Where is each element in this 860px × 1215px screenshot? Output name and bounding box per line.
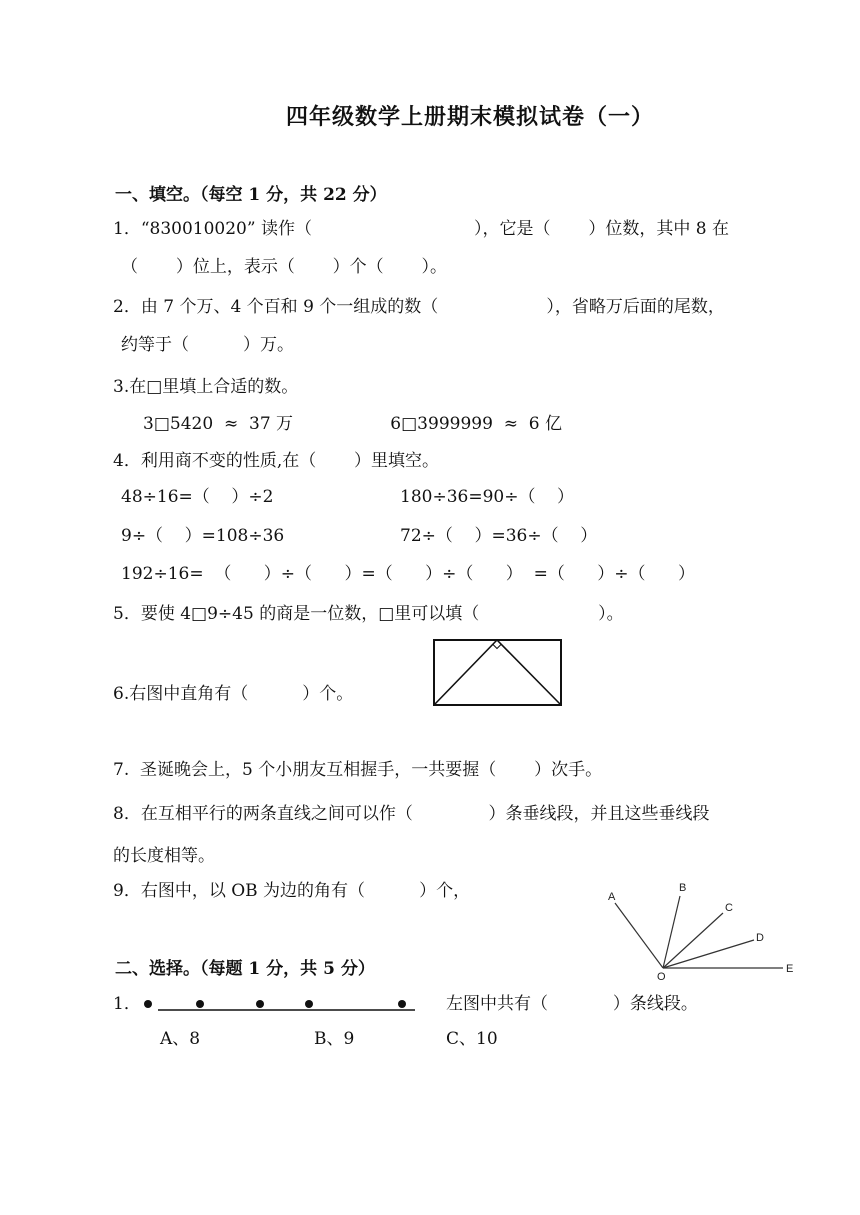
q3-line2: 3□5420 ≈ 37 万 6□3999999 ≈ 6 亿 <box>143 414 562 434</box>
q5-text: 5．要使 4□9÷45 的商是一位数，□里可以填（ ）。 <box>113 604 624 624</box>
q7-text: 7. 圣诞晚会上，5 个小朋友互相握手，一共要握（ ）次手。 <box>113 760 603 780</box>
angle-rays-figure <box>600 880 810 983</box>
label-d: D <box>756 932 764 944</box>
s2-q1-option-b: B、9 <box>314 1029 355 1049</box>
q4-line1: 4．利用商不变的性质,在（ ）里填空。 <box>113 451 440 471</box>
s2-q1-option-c: C、10 <box>446 1029 498 1049</box>
q4-row1-right: 180÷36=90÷（ ） <box>400 487 575 507</box>
label-o: O <box>657 971 666 983</box>
q9-text: 9．右图中，以 OB 为边的角有（ ）个， <box>113 881 471 901</box>
s2-q1-text: 左图中共有（ ）条线段。 <box>446 994 698 1014</box>
q4-row1-left: 48÷16=（ ）÷2 <box>121 487 274 507</box>
label-e: E <box>786 963 794 975</box>
rectangle-triangle-figure <box>433 638 563 708</box>
page-title: 四年级数学上册期末模拟试卷（一） <box>286 104 655 130</box>
q6-text: 6.右图中直角有（ ）个。 <box>113 684 354 704</box>
q8-line2: 的长度相等。 <box>113 846 215 866</box>
q1-line1: 1．“830010020” 读作（ ），它是（ ）位数，其中 8 在 <box>113 219 730 239</box>
label-c: C <box>725 902 733 914</box>
label-b: B <box>679 882 687 894</box>
s2-q1-option-a: A、8 <box>160 1029 201 1049</box>
q1-line2: （ ）位上，表示（ ）个（ ）。 <box>121 257 447 277</box>
section2-heading: 二、选择。（每题 1 分，共 5 分） <box>115 959 375 979</box>
q2-line1: 2．由 7 个万、4 个百和 9 个一组成的数（ ），省略万后面的尾数， <box>113 297 725 317</box>
q2-line2: 约等于（ ）万。 <box>121 335 295 355</box>
s2-q1-number: 1． <box>113 994 141 1014</box>
q4-row2-right: 72÷（ ）=36÷（ ） <box>400 526 598 546</box>
label-a: A <box>608 891 616 903</box>
q8-line1: 8．在互相平行的两条直线之间可以作（ ）条垂线段，并且这些垂线段 <box>113 804 710 824</box>
q4-row3: 192÷16= （ ）÷（ ）=（ ）÷（ ） =（ ）÷（ ） <box>121 564 695 584</box>
q4-row2-left: 9÷（ ）=108÷36 <box>121 526 285 546</box>
section1-heading: 一、填空。（每空 1 分，共 22 分） <box>115 185 387 205</box>
dotted-segment-figure <box>140 994 420 1014</box>
q3-line1: 3.在□里填上合适的数。 <box>113 377 299 397</box>
